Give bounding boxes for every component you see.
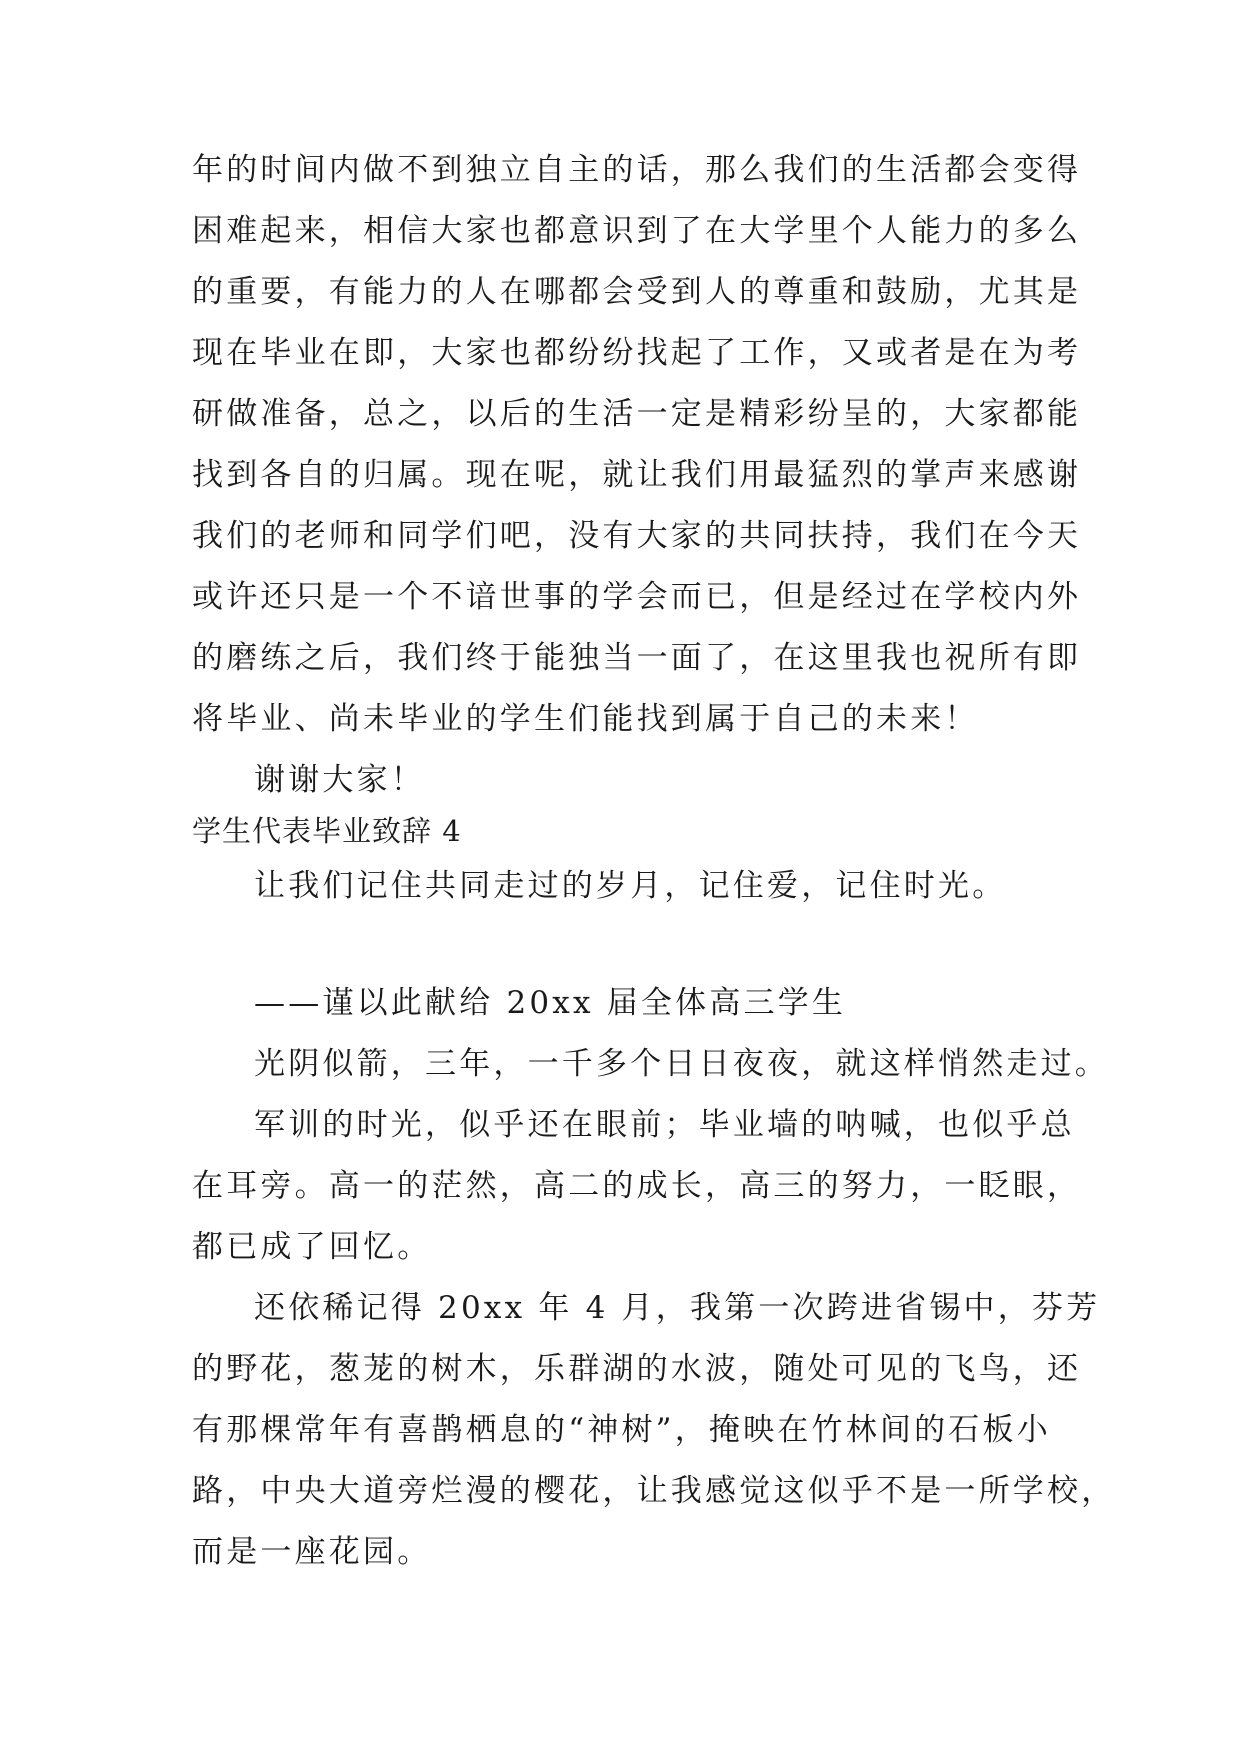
section-heading: 学生代表毕业致辞 4 <box>192 814 462 848</box>
paragraph-line: 光阴似箭，三年，一千多个日日夜夜，就这样悄然走过。 <box>254 1046 1109 1082</box>
paragraph-line: 而是一座花园。 <box>192 1534 432 1570</box>
dedication-line: ——谨以此献给 20xx 届全体高三学生 <box>254 985 847 1021</box>
body-text-line: 的重要，有能力的人在哪都会受到人的尊重和鼓励，尤其是 <box>192 274 1082 310</box>
body-text-line: 研做准备，总之，以后的生活一定是精彩纷呈的，大家都能 <box>192 396 1082 432</box>
body-text-line: 或许还只是一个不谙世事的学会而已，但是经过在学校内外 <box>192 579 1082 615</box>
paragraph-line: 在耳旁。高一的茫然，高二的成长，高三的努力，一眨眼， <box>192 1168 1082 1204</box>
thanks-line: 谢谢大家！ <box>254 762 425 798</box>
body-text-line: 将毕业、尚未毕业的学生们能找到属于自己的未来！ <box>192 701 979 737</box>
paragraph-line: 都已成了回忆。 <box>192 1229 432 1265</box>
body-text-line: 找到各自的归属。现在呢，就让我们用最猛烈的掌声来感谢 <box>192 457 1082 493</box>
paragraph-line: 军训的时光，似乎还在眼前；毕业墙的呐喊，也似乎总 <box>254 1107 1075 1143</box>
paragraph-line: 的野花，葱茏的树木，乐群湖的水波，随处可见的飞鸟，还 <box>192 1351 1082 1387</box>
body-text-line: 我们的老师和同学们吧，没有大家的共同扶持，我们在今天 <box>192 518 1082 554</box>
body-text-line: 年的时间内做不到独立自主的话，那么我们的生活都会变得 <box>192 152 1082 188</box>
body-text-line: 困难起来，相信大家也都意识到了在大学里个人能力的多么 <box>192 213 1082 249</box>
motto-line: 让我们记住共同走过的岁月，记住爱，记住时光。 <box>254 868 1007 904</box>
paragraph-line: 有那棵常年有喜鹊栖息的“神树”，掩映在竹林间的石板小 <box>192 1412 1051 1448</box>
body-text-line: 的磨练之后，我们终于能独当一面了，在这里我也祝所有即 <box>192 640 1082 676</box>
body-text-line: 现在毕业在即，大家也都纷纷找起了工作，又或者是在为考 <box>192 335 1082 371</box>
paragraph-line: 路，中央大道旁烂漫的樱花，让我感觉这似乎不是一所学校， <box>192 1473 1116 1509</box>
paragraph-line: 还依稀记得 20xx 年 4 月，我第一次跨进省锡中，芬芳 <box>254 1290 1101 1326</box>
